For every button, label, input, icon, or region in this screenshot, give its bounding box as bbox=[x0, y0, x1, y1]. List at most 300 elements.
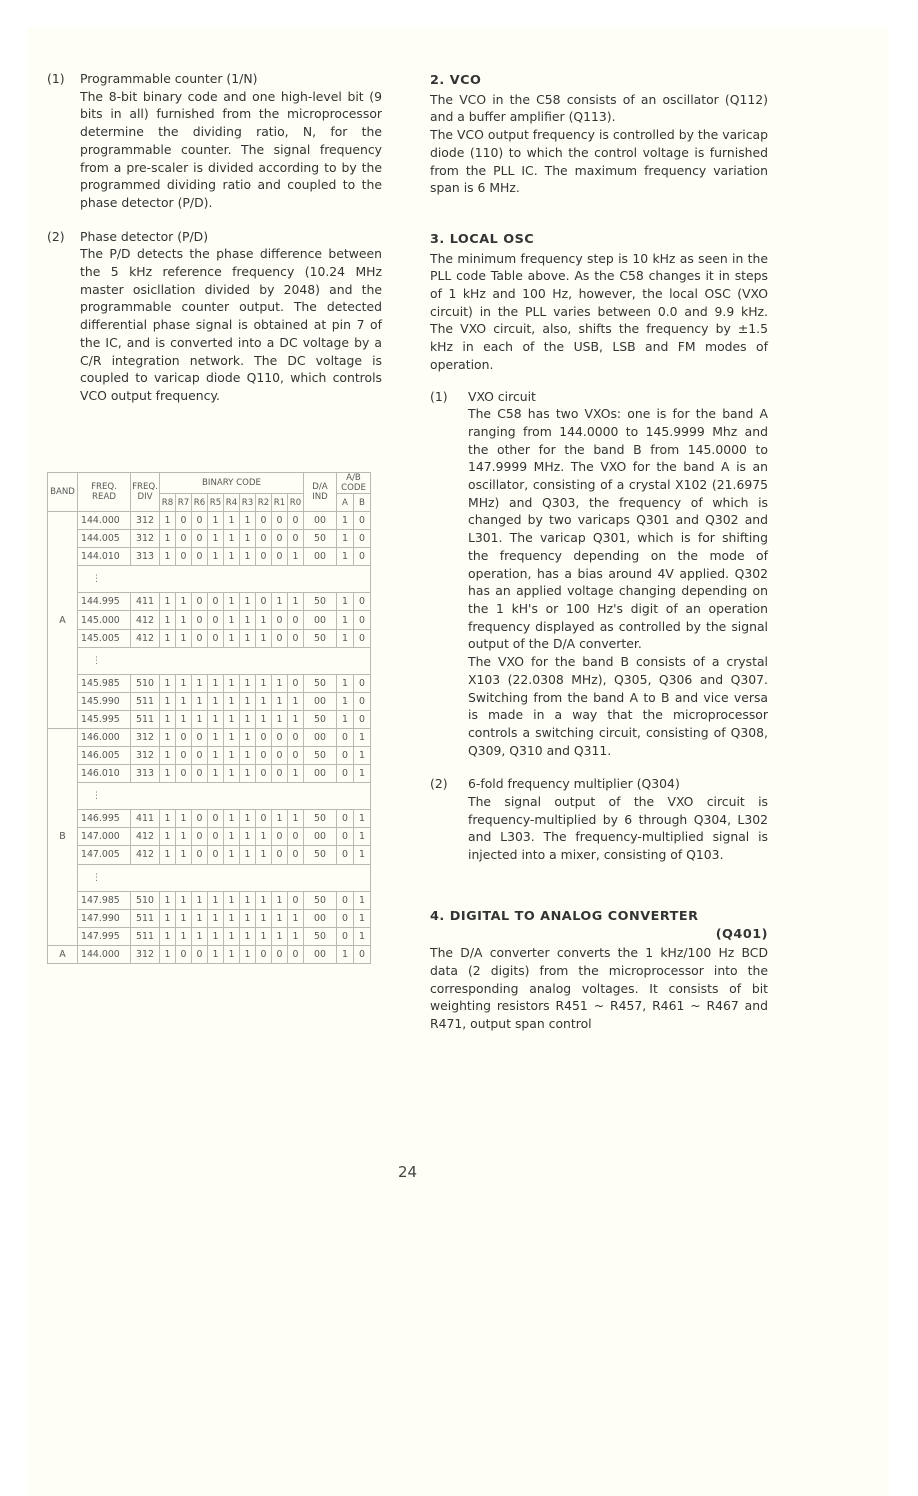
code-cell: 0 bbox=[176, 765, 192, 783]
code-cell: 0 bbox=[337, 765, 354, 783]
item-body: The signal output of the VXO circuit is frequency-multiplied by 6 through Q304, L302 and L303. The frequency-multiplied signal is injected into a mixer, consisting of Q103. bbox=[468, 794, 768, 863]
code-cell: 1 bbox=[337, 530, 354, 548]
code-cell: 1 bbox=[176, 891, 192, 909]
code-cell: 1 bbox=[354, 810, 371, 828]
code-cell: 1 bbox=[160, 810, 176, 828]
code-cell: 1 bbox=[288, 909, 304, 927]
code-cell: 1 bbox=[176, 828, 192, 846]
freq-read-cell: 144.005 bbox=[78, 530, 131, 548]
code-cell: 1 bbox=[240, 765, 256, 783]
code-cell: 0 bbox=[192, 846, 208, 864]
freq-div-cell: 511 bbox=[131, 909, 160, 927]
code-cell: 0 bbox=[208, 593, 224, 611]
freq-div-cell: 312 bbox=[131, 945, 160, 963]
code-cell: 0 bbox=[208, 629, 224, 647]
section-heading: 2. VCO bbox=[430, 73, 482, 88]
code-cell: 0 bbox=[208, 810, 224, 828]
table-row bbox=[48, 828, 371, 846]
freq-div-cell: 412 bbox=[131, 611, 160, 629]
section-heading-main: 4. DIGITAL TO ANALOG CONVERTER bbox=[430, 908, 699, 924]
code-cell: 1 bbox=[176, 810, 192, 828]
item-title: VXO circuit bbox=[468, 388, 536, 404]
freq-read-cell: 145.000 bbox=[78, 611, 131, 629]
code-cell: 0 bbox=[256, 548, 272, 566]
code-cell: 1 bbox=[160, 909, 176, 927]
code-cell: 00 bbox=[304, 945, 337, 963]
code-cell: 1 bbox=[224, 728, 240, 746]
header-bit: R7 bbox=[176, 494, 192, 512]
freq-read-cell: 145.995 bbox=[78, 710, 131, 728]
code-cell: 1 bbox=[160, 828, 176, 846]
freq-read-cell: 144.010 bbox=[78, 548, 131, 566]
code-cell: 1 bbox=[224, 674, 240, 692]
code-cell: 1 bbox=[240, 891, 256, 909]
code-cell: 0 bbox=[272, 747, 288, 765]
code-cell: 1 bbox=[224, 927, 240, 945]
header-bit: R8 bbox=[160, 494, 176, 512]
code-cell: 0 bbox=[288, 530, 304, 548]
code-cell: 1 bbox=[337, 692, 354, 710]
code-cell: 1 bbox=[224, 945, 240, 963]
code-cell: 0 bbox=[288, 674, 304, 692]
code-cell: 0 bbox=[288, 828, 304, 846]
freq-div-cell: 312 bbox=[131, 747, 160, 765]
table-row bbox=[48, 593, 371, 611]
table-row bbox=[48, 512, 371, 530]
code-cell: 1 bbox=[160, 891, 176, 909]
code-cell: 1 bbox=[208, 747, 224, 765]
freq-read-cell: 146.000 bbox=[78, 728, 131, 746]
code-cell: 1 bbox=[160, 611, 176, 629]
phase-detector-section bbox=[47, 228, 382, 405]
code-cell: 0 bbox=[337, 728, 354, 746]
code-cell: 0 bbox=[192, 945, 208, 963]
code-cell: 1 bbox=[240, 909, 256, 927]
freq-div-cell: 412 bbox=[131, 828, 160, 846]
code-cell: 0 bbox=[176, 512, 192, 530]
code-cell: 1 bbox=[208, 945, 224, 963]
header-da-ind: D/A IND bbox=[304, 473, 337, 512]
code-cell: 1 bbox=[272, 674, 288, 692]
table-row bbox=[48, 611, 371, 629]
table-row bbox=[48, 927, 371, 945]
table-row bbox=[48, 765, 371, 783]
code-cell: 0 bbox=[256, 530, 272, 548]
code-cell: 1 bbox=[208, 710, 224, 728]
code-cell: 1 bbox=[160, 846, 176, 864]
code-cell: 0 bbox=[354, 710, 371, 728]
code-cell: 0 bbox=[192, 611, 208, 629]
code-cell: 50 bbox=[304, 810, 337, 828]
code-cell: 1 bbox=[272, 692, 288, 710]
table-row bbox=[48, 728, 371, 746]
code-cell: 1 bbox=[224, 846, 240, 864]
band-cell: A bbox=[48, 945, 78, 963]
code-cell: 0 bbox=[354, 629, 371, 647]
table-row-ellipsis bbox=[48, 647, 371, 674]
ellipsis-cell: ⋮ bbox=[78, 864, 371, 891]
freq-read-cell: 145.990 bbox=[78, 692, 131, 710]
code-cell: 1 bbox=[272, 927, 288, 945]
code-cell: 0 bbox=[272, 611, 288, 629]
code-cell: 0 bbox=[272, 765, 288, 783]
code-cell: 1 bbox=[337, 593, 354, 611]
code-cell: 1 bbox=[354, 846, 371, 864]
code-cell: 1 bbox=[192, 927, 208, 945]
freq-div-cell: 312 bbox=[131, 728, 160, 746]
table-row bbox=[48, 629, 371, 647]
freq-read-cell: 144.000 bbox=[78, 945, 131, 963]
code-cell: 1 bbox=[240, 530, 256, 548]
code-cell: 1 bbox=[256, 692, 272, 710]
programmable-counter-section bbox=[47, 70, 382, 212]
freq-read-cell: 146.995 bbox=[78, 810, 131, 828]
code-cell: 0 bbox=[192, 512, 208, 530]
left-column bbox=[47, 70, 382, 421]
ellipsis-cell: ⋮ bbox=[78, 647, 371, 674]
band-cell: B bbox=[48, 728, 78, 945]
freq-div-cell: 511 bbox=[131, 692, 160, 710]
code-cell: 1 bbox=[192, 909, 208, 927]
right-column bbox=[430, 72, 768, 1059]
code-cell: 1 bbox=[176, 927, 192, 945]
code-cell: 0 bbox=[354, 548, 371, 566]
code-cell: 00 bbox=[304, 692, 337, 710]
code-cell: 1 bbox=[160, 629, 176, 647]
code-cell: 1 bbox=[208, 891, 224, 909]
code-cell: 50 bbox=[304, 846, 337, 864]
code-cell: 0 bbox=[288, 891, 304, 909]
item-body: The P/D detects the phase difference between the 5 kHz reference frequency (10.24 MHz master osicllation divided by 2048) and the programmable counter output. The detected differential phase signal is obtained at pin 7 of the IC, and is converted into a DC voltage by a C/R integration network. The DC voltage is coupled to varicap diode Q110, which controls VCO output frequency. bbox=[80, 246, 382, 403]
code-cell: 1 bbox=[272, 909, 288, 927]
freq-read-cell: 145.985 bbox=[78, 674, 131, 692]
code-cell: 1 bbox=[240, 512, 256, 530]
code-cell: 1 bbox=[208, 692, 224, 710]
code-cell: 1 bbox=[240, 810, 256, 828]
code-cell: 1 bbox=[288, 593, 304, 611]
header-band: BAND bbox=[48, 473, 78, 512]
code-cell: 1 bbox=[192, 674, 208, 692]
code-cell: 1 bbox=[192, 692, 208, 710]
pll-table-body bbox=[48, 512, 371, 964]
code-cell: 1 bbox=[176, 674, 192, 692]
item-title: Phase detector (P/D) bbox=[80, 228, 209, 244]
code-cell: 1 bbox=[224, 692, 240, 710]
code-cell: 0 bbox=[337, 909, 354, 927]
code-cell: 0 bbox=[272, 530, 288, 548]
code-cell: 0 bbox=[192, 728, 208, 746]
table-row bbox=[48, 692, 371, 710]
section-body: The VCO in the C58 consists of an oscillator (Q112) and a buffer amplifier (Q113). bbox=[430, 91, 768, 125]
code-cell: 1 bbox=[354, 927, 371, 945]
code-cell: 0 bbox=[354, 611, 371, 629]
code-cell: 1 bbox=[160, 945, 176, 963]
code-cell: 0 bbox=[192, 548, 208, 566]
freq-read-cell: 147.985 bbox=[78, 891, 131, 909]
code-cell: 1 bbox=[354, 765, 371, 783]
code-cell: 1 bbox=[192, 710, 208, 728]
code-cell: 1 bbox=[288, 765, 304, 783]
code-cell: 0 bbox=[272, 846, 288, 864]
code-cell: 50 bbox=[304, 710, 337, 728]
freq-div-cell: 411 bbox=[131, 593, 160, 611]
code-cell: 1 bbox=[224, 629, 240, 647]
code-cell: 0 bbox=[256, 512, 272, 530]
header-bit: R2 bbox=[256, 494, 272, 512]
code-cell: 1 bbox=[240, 728, 256, 746]
table-row bbox=[48, 747, 371, 765]
freq-read-cell: 146.005 bbox=[78, 747, 131, 765]
code-cell: 0 bbox=[354, 945, 371, 963]
code-cell: 1 bbox=[208, 530, 224, 548]
code-cell: 0 bbox=[256, 728, 272, 746]
section-heading: 3. LOCAL OSC bbox=[430, 231, 535, 247]
code-cell: 1 bbox=[256, 846, 272, 864]
code-cell: 0 bbox=[337, 747, 354, 765]
header-bit: R3 bbox=[240, 494, 256, 512]
freq-read-cell: 147.995 bbox=[78, 927, 131, 945]
code-cell: 1 bbox=[160, 548, 176, 566]
code-cell: 0 bbox=[337, 846, 354, 864]
code-cell: 1 bbox=[256, 891, 272, 909]
section-heading-sub: (Q401) bbox=[715, 926, 768, 942]
code-cell: 0 bbox=[354, 593, 371, 611]
table-row bbox=[48, 710, 371, 728]
code-cell: 1 bbox=[176, 629, 192, 647]
code-cell: 0 bbox=[176, 747, 192, 765]
ellipsis-cell: ⋮ bbox=[78, 566, 371, 593]
header-bit: R6 bbox=[192, 494, 208, 512]
item-title: Programmable counter (1/N) bbox=[80, 71, 258, 86]
header-freq-div: FREQ. DIV bbox=[131, 473, 160, 512]
code-cell: 0 bbox=[337, 828, 354, 846]
item-number: (1) bbox=[430, 388, 448, 404]
code-cell: 1 bbox=[224, 828, 240, 846]
freq-div-cell: 412 bbox=[131, 846, 160, 864]
pll-code-table bbox=[47, 472, 371, 964]
item-number: (2) bbox=[430, 776, 448, 792]
code-cell: 1 bbox=[288, 692, 304, 710]
code-cell: 1 bbox=[337, 674, 354, 692]
code-cell: 1 bbox=[224, 530, 240, 548]
code-cell: 0 bbox=[354, 692, 371, 710]
code-cell: 1 bbox=[208, 728, 224, 746]
code-cell: 1 bbox=[208, 512, 224, 530]
code-cell: 1 bbox=[337, 629, 354, 647]
table-row bbox=[48, 530, 371, 548]
code-cell: 1 bbox=[240, 674, 256, 692]
code-cell: 0 bbox=[288, 629, 304, 647]
code-cell: 1 bbox=[240, 611, 256, 629]
code-cell: 0 bbox=[256, 810, 272, 828]
dac-section bbox=[430, 908, 768, 1033]
code-cell: 1 bbox=[160, 728, 176, 746]
code-cell: 0 bbox=[354, 512, 371, 530]
code-cell: 1 bbox=[240, 846, 256, 864]
code-cell: 1 bbox=[224, 891, 240, 909]
code-cell: 1 bbox=[176, 593, 192, 611]
code-cell: 00 bbox=[304, 728, 337, 746]
code-cell: 1 bbox=[224, 593, 240, 611]
code-cell: 1 bbox=[240, 593, 256, 611]
code-cell: 1 bbox=[337, 611, 354, 629]
code-cell: 50 bbox=[304, 891, 337, 909]
code-cell: 1 bbox=[256, 629, 272, 647]
code-cell: 1 bbox=[160, 710, 176, 728]
code-cell: 1 bbox=[224, 909, 240, 927]
code-cell: 00 bbox=[304, 611, 337, 629]
section-body: The D/A converter converts the 1 kHz/100 Hz BCD data (2 digits) from the microprocessor into the corresponding analog voltages. It consists of bit weighting resistors R451 ~ R457, R461 ~ R467 and R471, output span control bbox=[430, 945, 768, 1032]
code-cell: 0 bbox=[176, 530, 192, 548]
vco-section bbox=[430, 72, 768, 197]
code-cell: 1 bbox=[337, 548, 354, 566]
code-cell: 1 bbox=[240, 927, 256, 945]
code-cell: 1 bbox=[240, 747, 256, 765]
page-number: 24 bbox=[398, 1163, 418, 1181]
band-cell: A bbox=[48, 512, 78, 729]
header-freq-read: FREQ. READ bbox=[78, 473, 131, 512]
freq-read-cell: 145.005 bbox=[78, 629, 131, 647]
table-row-ellipsis bbox=[48, 864, 371, 891]
code-cell: 1 bbox=[224, 512, 240, 530]
code-cell: 0 bbox=[354, 530, 371, 548]
code-cell: 00 bbox=[304, 512, 337, 530]
freq-read-cell: 146.010 bbox=[78, 765, 131, 783]
code-cell: 0 bbox=[337, 891, 354, 909]
code-cell: 0 bbox=[272, 629, 288, 647]
code-cell: 1 bbox=[288, 810, 304, 828]
frequency-multiplier-item bbox=[430, 775, 768, 864]
code-cell: 1 bbox=[224, 548, 240, 566]
code-cell: 1 bbox=[354, 891, 371, 909]
code-cell: 1 bbox=[208, 548, 224, 566]
vxo-circuit-item bbox=[430, 388, 768, 760]
code-cell: 1 bbox=[256, 909, 272, 927]
code-cell: 1 bbox=[256, 828, 272, 846]
freq-read-cell: 147.990 bbox=[78, 909, 131, 927]
code-cell: 1 bbox=[354, 747, 371, 765]
table-row bbox=[48, 909, 371, 927]
table-row bbox=[48, 548, 371, 566]
code-cell: 1 bbox=[160, 593, 176, 611]
header-bit: R1 bbox=[272, 494, 288, 512]
code-cell: 1 bbox=[176, 692, 192, 710]
header-bit: R0 bbox=[288, 494, 304, 512]
ellipsis-cell: ⋮ bbox=[78, 783, 371, 810]
code-cell: 0 bbox=[208, 828, 224, 846]
code-cell: 1 bbox=[208, 765, 224, 783]
freq-div-cell: 511 bbox=[131, 710, 160, 728]
code-cell: 0 bbox=[272, 512, 288, 530]
code-cell: 1 bbox=[224, 747, 240, 765]
code-cell: 1 bbox=[337, 945, 354, 963]
table-row bbox=[48, 891, 371, 909]
code-cell: 0 bbox=[288, 728, 304, 746]
code-cell: 1 bbox=[288, 548, 304, 566]
freq-div-cell: 313 bbox=[131, 765, 160, 783]
code-cell: 0 bbox=[192, 828, 208, 846]
code-cell: 0 bbox=[272, 548, 288, 566]
freq-div-cell: 411 bbox=[131, 810, 160, 828]
freq-div-cell: 510 bbox=[131, 891, 160, 909]
item-body: The 8-bit binary code and one high-level bit (9 bits in all) furnished from the microprocessor determine the dividing ratio, N, for the programmable counter. The signal frequency from a pre-scaler is divided according to by the programmed dividing ratio and coupled to the phase detector (P/D). bbox=[80, 88, 382, 210]
table-row bbox=[48, 846, 371, 864]
code-cell: 1 bbox=[272, 710, 288, 728]
code-cell: 1 bbox=[256, 710, 272, 728]
code-cell: 50 bbox=[304, 747, 337, 765]
code-cell: 1 bbox=[354, 728, 371, 746]
header-bit: R5 bbox=[208, 494, 224, 512]
table-row-ellipsis bbox=[48, 783, 371, 810]
code-cell: 0 bbox=[192, 765, 208, 783]
code-cell: 0 bbox=[288, 747, 304, 765]
code-cell: 50 bbox=[304, 927, 337, 945]
table-row-ellipsis bbox=[48, 566, 371, 593]
code-cell: 50 bbox=[304, 593, 337, 611]
code-cell: 1 bbox=[240, 710, 256, 728]
local-osc-section bbox=[430, 231, 768, 864]
table-row bbox=[48, 810, 371, 828]
code-cell: 1 bbox=[160, 674, 176, 692]
code-cell: 50 bbox=[304, 674, 337, 692]
freq-div-cell: 510 bbox=[131, 674, 160, 692]
code-cell: 0 bbox=[272, 728, 288, 746]
section-body: The VCO output frequency is controlled by the varicap diode (110) to which the control voltage is furnished from the PLL IC. The maximum frequency variation span is 6 MHz. bbox=[430, 127, 768, 196]
section-heading bbox=[430, 908, 768, 943]
code-cell: 0 bbox=[192, 530, 208, 548]
code-cell: 1 bbox=[224, 765, 240, 783]
code-cell: 00 bbox=[304, 765, 337, 783]
code-cell: 0 bbox=[272, 828, 288, 846]
code-cell: 1 bbox=[240, 548, 256, 566]
code-cell: 1 bbox=[256, 927, 272, 945]
code-cell: 1 bbox=[176, 611, 192, 629]
code-cell: 1 bbox=[176, 710, 192, 728]
code-cell: 0 bbox=[192, 629, 208, 647]
code-cell: 1 bbox=[240, 945, 256, 963]
code-cell: 1 bbox=[288, 927, 304, 945]
table-row bbox=[48, 674, 371, 692]
code-cell: 0 bbox=[288, 512, 304, 530]
header-b: B bbox=[354, 494, 371, 512]
code-cell: 1 bbox=[288, 710, 304, 728]
code-cell: 00 bbox=[304, 548, 337, 566]
code-cell: 0 bbox=[272, 945, 288, 963]
code-cell: 0 bbox=[176, 728, 192, 746]
header-bit: R4 bbox=[224, 494, 240, 512]
code-cell: 1 bbox=[354, 828, 371, 846]
code-cell: 1 bbox=[224, 810, 240, 828]
code-cell: 0 bbox=[337, 810, 354, 828]
code-cell: 1 bbox=[240, 692, 256, 710]
item-body: The C58 has two VXOs: one is for the band A ranging from 144.0000 to 145.9999 Mhz and the other for the band B from 145.0000 to 147.9999 MHz. The VXO for the band A is an oscillator, consisting of a crystal X102 (21.6975 MHz) and Q303, the frequency of which is changed by two varicaps Q301 and Q302 and L301. The varicap Q301, which is for shifting the frequency depending on the mode of operation, has a bias around 4V applied. Q302 has an applied voltage changing depending on the 1 kH's or 100 Hz's digit of an operation frequency displayed as controlled by the signal output of the D/A converter. bbox=[468, 406, 768, 652]
code-cell: 0 bbox=[192, 593, 208, 611]
item-title: 6-fold frequency multiplier (Q304) bbox=[468, 776, 680, 792]
code-cell: 0 bbox=[176, 945, 192, 963]
code-cell: 1 bbox=[160, 765, 176, 783]
code-cell: 0 bbox=[192, 747, 208, 765]
freq-div-cell: 312 bbox=[131, 512, 160, 530]
freq-read-cell: 144.995 bbox=[78, 593, 131, 611]
code-cell: 0 bbox=[288, 945, 304, 963]
code-cell: 1 bbox=[337, 710, 354, 728]
table-row bbox=[48, 945, 371, 963]
code-cell: 0 bbox=[256, 747, 272, 765]
code-cell: 50 bbox=[304, 530, 337, 548]
code-cell: 1 bbox=[160, 927, 176, 945]
code-cell: 0 bbox=[176, 548, 192, 566]
freq-div-cell: 412 bbox=[131, 629, 160, 647]
